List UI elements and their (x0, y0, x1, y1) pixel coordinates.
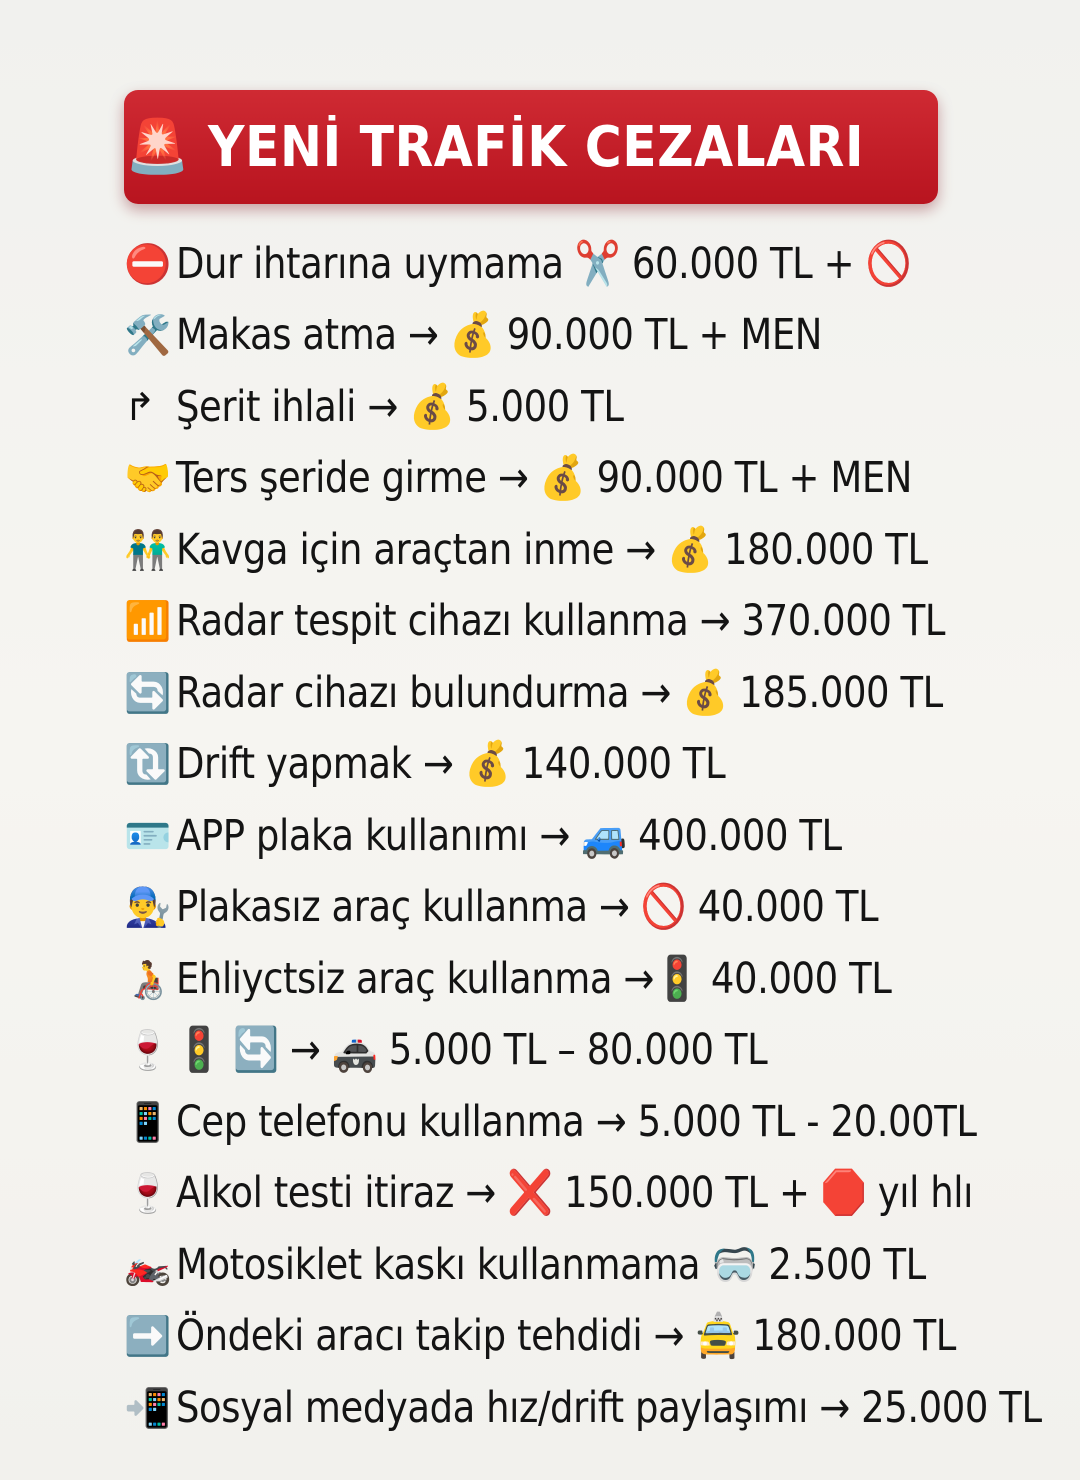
fine-list (124, 228, 1042, 1444)
list-item-text: Öndeki aracı takip tehdidi → 🚖 180.000 TL (176, 1311, 956, 1362)
wine-glass-icon: 🍷 (124, 1028, 172, 1073)
two-men-icon: 👬 (124, 527, 172, 572)
list-item (124, 1015, 1024, 1087)
motorcycle-icon: 🏍️ (124, 1242, 172, 1287)
title-banner (124, 90, 938, 204)
list-item-text: Kavga için araçtan inme → 💰 180.000 TL (176, 524, 928, 575)
mobile-phone-icon: 📱 (124, 1099, 172, 1144)
alcohol-no-icon: 🍷 (124, 1171, 172, 1216)
handshake-icon: 🤝 (124, 456, 172, 501)
list-item-text: Radar cihazı bulundurma → 💰 185.000 TL (176, 667, 943, 718)
list-item (124, 729, 1024, 801)
list-item-text: Motosiklet kaskı kullanmama 🥽 2.500 TL (176, 1239, 926, 1290)
list-item (124, 943, 1024, 1015)
list-item (124, 800, 1024, 872)
list-item (124, 586, 1024, 658)
list-item (124, 1086, 1024, 1158)
page-title: YENİ TRAFİK CEZALARI (207, 114, 864, 180)
list-item-text: 🚦 🔄 → 🚓 5.000 TL – 80.000 TL (176, 1025, 768, 1076)
counterclockwise-arrows-icon: 🔄 (124, 670, 172, 715)
list-item (124, 514, 1024, 586)
police-siren-icon: 🚨 (125, 117, 190, 177)
id-card-icon: 🪪 (124, 813, 172, 858)
radar-device-icon: 📶 (124, 599, 172, 644)
list-item-text: APP plaka kullanımı → 🚙 400.000 TL (176, 810, 842, 861)
list-item-text: Drift yapmak → 💰 140.000 TL (176, 739, 726, 790)
list-item-text: Sosyal medyada hız/drift paylaşımı → 25.000 TL (176, 1382, 1042, 1433)
list-item-text: Cep telefonu kullanma → 5.000 TL - 20.00TL (176, 1096, 977, 1147)
list-item-text: Ehliyctsiz araç kullanma →🚦 40.000 TL (176, 953, 892, 1004)
list-item (124, 1301, 1024, 1373)
list-item (124, 1158, 1024, 1230)
list-item (124, 228, 1024, 300)
list-item (124, 657, 1024, 729)
list-item-text: Radar tespit cihazı kullanma → 370.000 TL (176, 596, 946, 647)
tools-icon: 🛠️ (124, 313, 172, 358)
lane-change-icon: ↱ (124, 384, 156, 429)
mechanic-icon: 👨‍🔧 (124, 885, 172, 930)
list-item-text: Plakasız araç kullanma → 🚫 40.000 TL (176, 882, 879, 933)
list-item (124, 1229, 1024, 1301)
person-icon: 🧑‍🦽 (124, 956, 172, 1001)
list-item-text: Ters şeride girme → 💰 90.000 TL + MEN (176, 453, 912, 504)
list-item-text: Alkol testi itiraz → ❌ 150.000 TL + 🛑 yıl hlı (176, 1168, 973, 1219)
list-item (124, 371, 1024, 443)
devices-icon: 📲 (124, 1385, 172, 1430)
list-item-text: Dur ihtarına uymama ✂️ 60.000 TL + 🚫 (176, 238, 912, 289)
list-item-text: Makas atma → 💰 90.000 TL + MEN (176, 310, 823, 361)
list-item (124, 300, 1024, 372)
no-entry-icon: ⛔ (124, 241, 172, 286)
list-item-text: Şerit ihlali → 💰 5.000 TL (176, 381, 624, 432)
clockwise-arrow-icon: 🔃 (124, 742, 172, 787)
list-item (124, 872, 1024, 944)
direction-arrows-icon: ➡️ (124, 1314, 172, 1359)
list-item (124, 443, 1024, 515)
list-item (124, 1372, 1042, 1444)
